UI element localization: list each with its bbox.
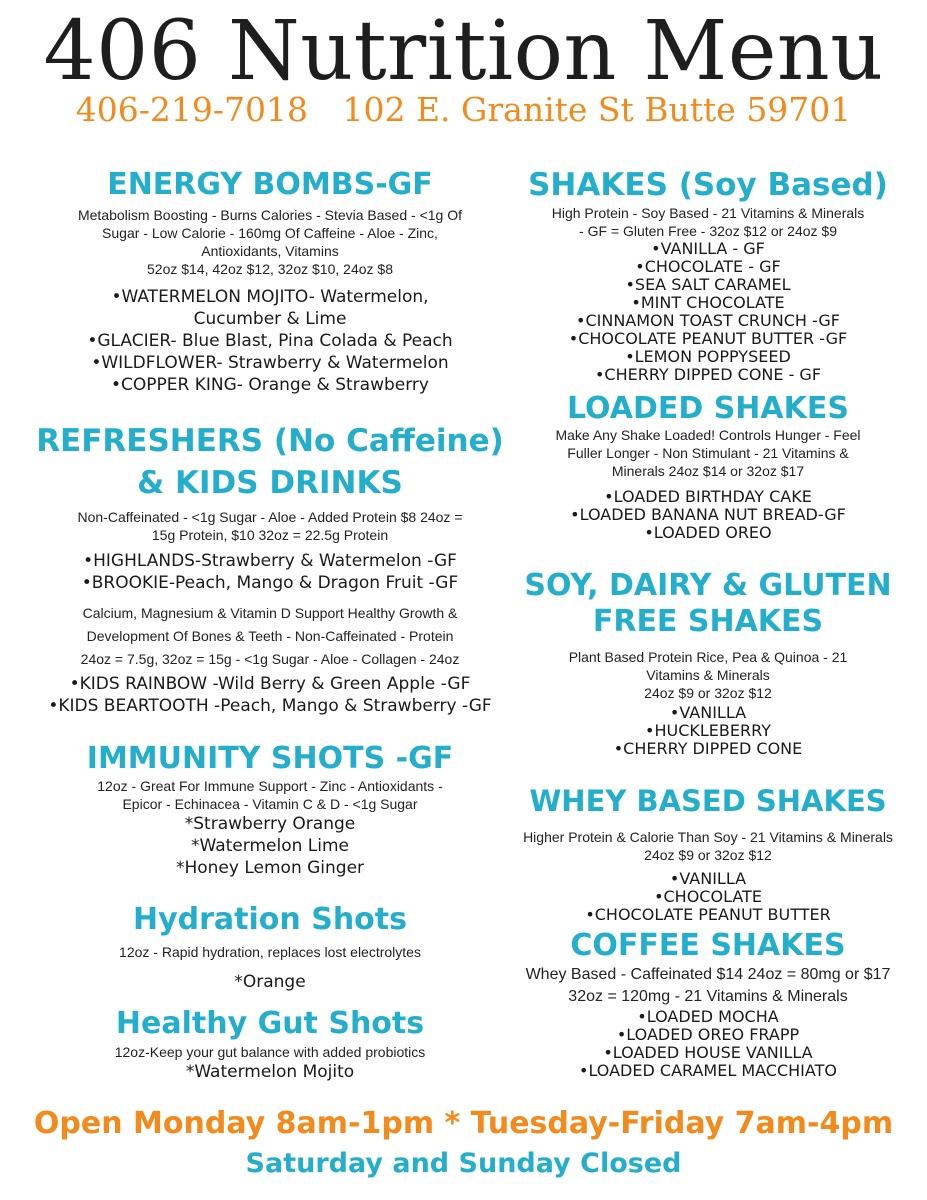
menu-item: •COPPER KING- Orange & Strawberry: [111, 375, 429, 395]
energy-bombs-section: [20, 166, 520, 396]
menu-item: •CHERRY DIPPED CONE - GF: [594, 365, 822, 384]
menu-item: •VANILLA: [669, 703, 747, 722]
free-shakes-section: [498, 568, 918, 758]
refreshers-heading: REFRESHERS (No Caffeine): [36, 423, 504, 459]
immunity-desc: 12oz - Great For Immune Support - Zinc - Antioxidants -: [97, 778, 443, 794]
menu-item: •CHOCOLATE PEANUT BUTTER: [585, 905, 831, 924]
menu-item: •LOADED MOCHA: [637, 1007, 779, 1026]
left-column: [20, 166, 520, 1083]
whey-desc: 24oz $9 or 32oz $12: [644, 847, 772, 863]
menu-item: •CHERRY DIPPED CONE: [613, 739, 803, 758]
free-shakes-desc: Plant Based Protein Rice, Pea & Quinoa - 21: [568, 649, 848, 665]
menu-item: *Watermelon Mojito: [185, 1062, 355, 1082]
page-title: 406 Nutrition Menu: [43, 4, 884, 99]
opening-hours: Open Monday 8am-1pm * Tuesday-Friday 7am-4pm: [33, 1106, 894, 1141]
menu-item: •KIDS RAINBOW -Wild Berry & Green Apple -GF: [69, 674, 471, 694]
coffee-desc: 32oz = 120mg - 21 Vitamins & Minerals: [568, 988, 848, 1005]
whey-desc: Higher Protein & Calorie Than Soy - 21 Vitamins & Minerals: [523, 829, 893, 845]
menu-item: •BROOKIE-Peach, Mango & Dragon Fruit -GF: [81, 573, 459, 593]
free-shakes-desc: 24oz $9 or 32oz $12: [644, 685, 772, 701]
coffee-heading: COFFEE SHAKES: [570, 928, 846, 963]
energy-bombs-prices: 52oz $14, 42oz $12, 32oz $10, 24oz $8: [147, 261, 393, 277]
menu-item: •CINNAMON TOAST CRUNCH -GF: [576, 311, 840, 330]
coffee-desc: Whey Based - Caffeinated $14 24oz = 80mg or $17: [525, 966, 891, 983]
gut-desc: 12oz-Keep your gut balance with added probiotics: [114, 1044, 426, 1060]
menu-item: *Strawberry Orange: [184, 814, 356, 834]
menu-item: •LOADED BANANA NUT BREAD-GF: [570, 505, 846, 524]
soy-shakes-desc: High Protein - Soy Based - 21 Vitamins & Minerals: [551, 205, 865, 221]
menu-item: •WATERMELON MOJITO- Watermelon,: [111, 287, 429, 307]
menu-item: •LOADED CARAMEL MACCHIATO: [579, 1061, 837, 1080]
immunity-section: [20, 741, 520, 879]
menu-item: •LOADED HOUSE VANILLA: [603, 1043, 813, 1062]
kids-desc: Calcium, Magnesium & Vitamin D Support Healthy Growth &: [82, 605, 458, 621]
menu-item: *Honey Lemon Ginger: [175, 858, 365, 878]
menu-item: •HIGHLANDS-Strawberry & Watermelon -GF: [83, 551, 457, 571]
soy-shakes-section: [498, 166, 918, 384]
menu-item: •LOADED OREO FRAPP: [616, 1025, 800, 1044]
energy-bombs-heading: ENERGY BOMBS-GF: [107, 167, 433, 202]
menu-item: •VANILLA - GF: [651, 239, 765, 258]
menu-item: •CHOCOLATE - GF: [635, 257, 781, 276]
menu-item: •VANILLA: [669, 869, 747, 888]
coffee-section: [498, 928, 918, 1080]
soy-shakes-desc: - GF = Gluten Free - 32oz $12 or 24oz $9: [579, 223, 837, 239]
menu-item: •GLACIER- Blue Blast, Pina Colada & Peach: [87, 331, 453, 351]
phone-number[interactable]: 406-219-7018: [75, 90, 308, 129]
kids-desc: 24oz = 7.5g, 32oz = 15g - <1g Sugar - Aloe - Collagen - 24oz: [80, 651, 460, 667]
free-shakes-heading: SOY, DAIRY & GLUTEN: [524, 568, 892, 603]
menu-item: •CHOCOLATE PEANUT BUTTER -GF: [568, 329, 848, 348]
soy-shakes-heading: SHAKES (Soy Based): [528, 167, 888, 203]
menu-item: •MINT CHOCOLATE: [631, 293, 785, 312]
gut-section: [20, 1005, 520, 1083]
immunity-desc: Epicor - Echinacea - Vitamin C & D - <1g Sugar: [122, 796, 418, 812]
free-shakes-desc: Vitamins & Minerals: [646, 667, 770, 683]
energy-bombs-desc: Sugar - Low Calorie - 160mg Of Caffeine - Aloe - Zinc,: [102, 225, 438, 241]
right-column: [498, 166, 918, 1080]
loaded-shakes-heading: LOADED SHAKES: [567, 391, 849, 426]
energy-bombs-desc: Antioxidants, Vitamins: [201, 243, 339, 259]
loaded-desc: Minerals 24oz $14 or 32oz $17: [611, 463, 805, 479]
refreshers-heading-line2: & KIDS DRINKS: [137, 465, 403, 501]
hydration-heading: Hydration Shots: [133, 902, 407, 937]
menu-item: •WILDFLOWER- Strawberry & Watermelon: [91, 353, 449, 373]
menu-item: •LOADED OREO: [644, 523, 772, 542]
loaded-shakes-section: [498, 392, 918, 542]
energy-bombs-desc: Metabolism Boosting - Burns Calories - Stevia Based - <1g Of: [77, 207, 462, 223]
immunity-heading: IMMUNITY SHOTS -GF: [86, 741, 454, 776]
refreshers-desc: Non-Caffeinated - <1g Sugar - Aloe - Added Protein $8 24oz =: [77, 509, 463, 525]
menu-item: *Watermelon Lime: [191, 836, 349, 856]
loaded-desc: Fuller Longer - Non Stimulant - 21 Vitamins &: [567, 445, 849, 461]
menu-item: •LEMON POPPYSEED: [625, 347, 791, 366]
menu-item: Cucumber & Lime: [193, 309, 347, 329]
hydration-section: [20, 901, 520, 993]
refreshers-desc: 15g Protein, $10 32oz = 22.5g Protein: [151, 527, 389, 543]
whey-section: [498, 782, 918, 924]
whey-heading: WHEY BASED SHAKES: [529, 784, 887, 818]
menu-item: •CHOCOLATE: [654, 887, 762, 906]
menu-item: •LOADED BIRTHDAY CAKE: [604, 487, 812, 506]
kids-desc: Development Of Bones & Teeth - Non-Caffeinated - Protein: [86, 628, 454, 644]
loaded-desc: Make Any Shake Loaded! Controls Hunger - Feel: [555, 427, 861, 443]
address: 102 E. Granite St Butte 59701: [342, 90, 852, 129]
refreshers-section: [20, 420, 520, 717]
menu-item: •KIDS BEARTOOTH -Peach, Mango & Strawberry -GF: [48, 696, 492, 716]
free-shakes-heading-line2: FREE SHAKES: [592, 604, 824, 639]
gut-heading: Healthy Gut Shots: [115, 1006, 425, 1041]
menu-item: *Orange: [234, 972, 306, 992]
contact-line: [0, 90, 927, 129]
closed-days: Saturday and Sunday Closed: [245, 1148, 682, 1179]
hydration-desc: 12oz - Rapid hydration, replaces lost electrolytes: [119, 944, 421, 960]
menu-item: •SEA SALT CARAMEL: [625, 275, 791, 294]
menu-item: •HUCKLEBERRY: [645, 721, 771, 740]
